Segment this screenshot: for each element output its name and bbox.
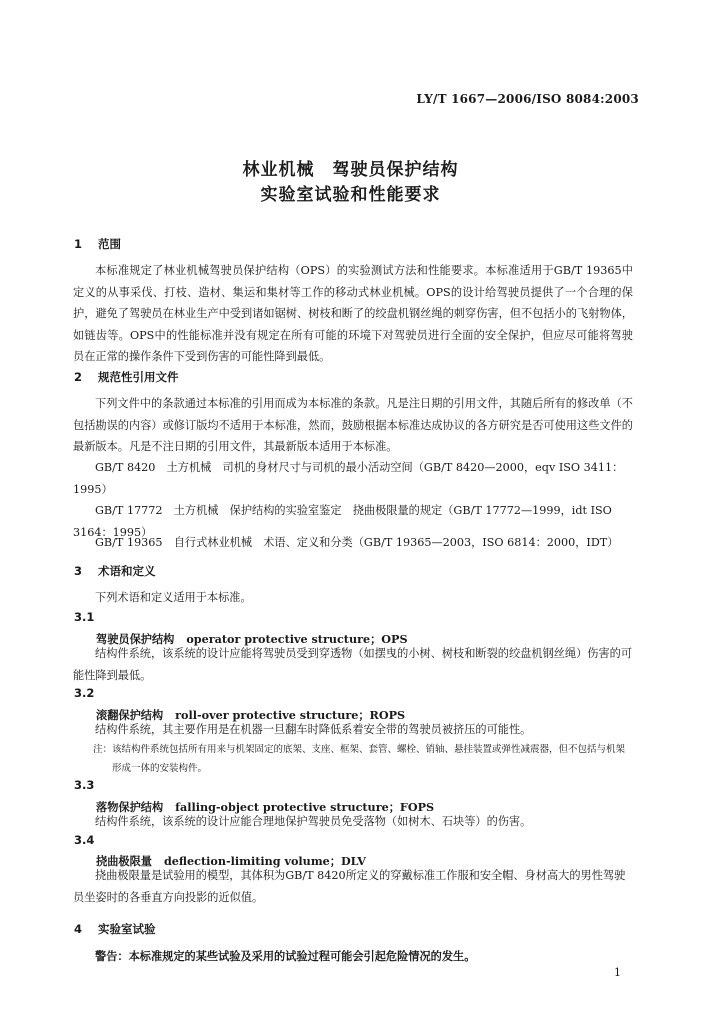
section-1-heading <box>74 236 121 252</box>
definitions-intro: 下列术语和定义适用于本标准。 <box>95 591 252 604</box>
section-title: 规范性引用文件 <box>98 370 179 384</box>
section-4-heading <box>74 921 156 937</box>
standard-code: LY/T 1667—2006/ISO 8084:2003 <box>416 92 639 106</box>
term-chinese: 挠曲极限量 <box>96 855 152 868</box>
term-chinese: 滚翻保护结构 <box>96 709 164 722</box>
clause-number: 3.4 <box>74 833 95 847</box>
section-number: 1 <box>74 237 83 251</box>
normative-references-paragraph: 下列文件中的条款通过本标准的引用而成为本标准的条款。凡是注日期的引用文件，其随后所有的修改单（不包括勘误的内容）或修订版均不适用于本标准，然而，鼓励根据本标准达成协议的各方研究是否可使用这些文件的最新版本。凡是不注日期的引用文件，其最新版本适用于本标准。 <box>73 397 633 453</box>
section-title: 实验室试验 <box>98 922 156 936</box>
term-definition: 结构件系统，该系统的设计应能合理地保护驾驶员免受落物（如树木、石块等）的伤害。 <box>95 815 532 828</box>
term-chinese: 驾驶员保护结构 <box>96 633 175 646</box>
term-english: falling-object protective structure；FOPS <box>175 800 435 814</box>
reference-item: GB/T 17772 土方机械 保护结构的实验室鉴定 挠曲极限量的规定（GB/T 17772—1999，idt ISO 3164：1995） <box>73 504 612 539</box>
reference-item: GB/T 19365 自行式林业机械 术语、定义和分类（GB/T 19365—2003，ISO 6814：2000，IDT） <box>95 536 619 549</box>
note-text: 注：该结构件系统包括所有用来与机架固定的底架、支座、框架、套管、螺栓、销轴、悬挂装置或弹性减震器，但不包括与机架形成一体的安装构件。 <box>93 744 626 774</box>
section-number: 3 <box>74 564 83 578</box>
term-english: operator protective structure；OPS <box>186 632 408 646</box>
term-definition: 结构件系统，其主要作用是在机器一旦翻车时降低系着安全带的驾驶员被挤压的可能性。 <box>95 723 532 736</box>
reference-item: GB/T 8420 土方机械 司机的身材尺寸与司机的最小活动空间（GB/T 8420—2000，eqv ISO 3411：1995） <box>73 461 624 496</box>
section-3-heading <box>74 563 156 579</box>
warning-text: 警告：本标准规定的某些试验及采用的试验过程可能会引起危险情况的发生。 <box>95 950 476 963</box>
term-english: roll-over protective structure；ROPS <box>175 708 406 722</box>
document-title-line2: 实验室试验和性能要求 <box>260 185 441 205</box>
section-title: 术语和定义 <box>98 564 156 578</box>
term-note <box>93 740 633 778</box>
page-number: 1 <box>614 966 621 979</box>
term-definition: 结构件系统，该系统的设计应能将驾驶员受到穿透物（如摆曳的小树、树枝和断裂的绞盘机钢丝绳）伤害的可能性降到最低。 <box>73 647 633 682</box>
clause-number: 3.1 <box>74 610 95 624</box>
term-english: deflection-limiting volume；DLV <box>163 854 366 868</box>
section-number: 2 <box>74 370 83 384</box>
section-title: 范围 <box>98 237 122 251</box>
document-title-line1: 林业机械 驾驶员保护结构 <box>242 160 459 180</box>
clause-number: 3.3 <box>74 778 95 792</box>
section-2-heading <box>74 369 179 385</box>
clause-number: 3.2 <box>74 686 95 700</box>
section-number: 4 <box>74 922 83 936</box>
term-chinese: 落物保护结构 <box>96 801 164 814</box>
term-definition: 挠曲极限量是试验用的模型，其体积为GB/T 8420所定义的穿戴标准工作服和安全帽、身材高大的男性驾驶员坐姿时的各垂直方向投影的近似值。 <box>73 869 626 904</box>
scope-paragraph: 本标准规定了林业机械驾驶员保护结构（OPS）的实验测试方法和性能要求。本标准适用于GB/T 19365中定义的从事采伐、打枝、造材、集运和集材等工作的移动式林业机械。OPS的设计给驾驶员提供了一个合理的保护，避免了驾驶员在林业生产中受到诸如锯树、树枝和断了的绞盘机钢丝绳的刺穿伤害，但不包括小的飞射物体，如链齿等。OPS中的性能标准并没有规定在所有可能的环境下对驾驶员进行全面的安全保护，但应尽可能将驾驶员在正常的操作条件下受到伤害的可能性降到最低。 <box>73 264 633 363</box>
